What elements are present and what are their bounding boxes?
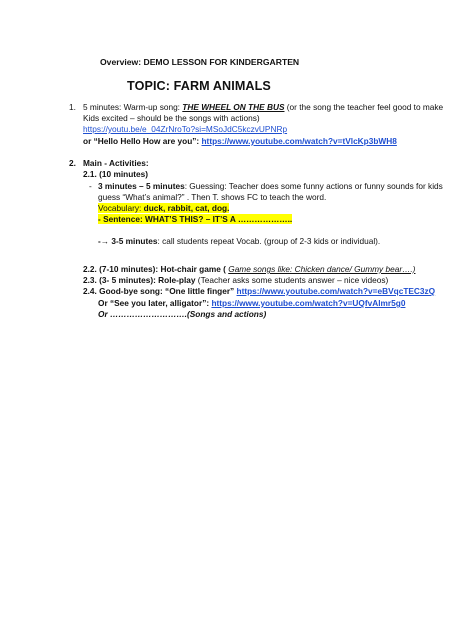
section2-title: Main - Activities:	[83, 158, 149, 168]
arrow-rest: : call students repeat Vocab. (group of 2-3 kids or individual).	[157, 236, 381, 246]
bullet-rest: : Guessing: Teacher does some funny actions or funny sounds for kids	[184, 181, 443, 191]
vocab-words: duck, rabbit, cat, dog.	[143, 203, 230, 213]
overview-heading	[100, 57, 299, 67]
or-see-line	[98, 298, 405, 308]
topic-title: TOPIC: FARM ANIMALS	[127, 79, 271, 93]
overview-label: Overview:	[100, 57, 142, 67]
section1-line3	[83, 124, 287, 134]
section1-intro: 5 minutes: Warm-up song:	[83, 102, 183, 112]
sub3-lead: 2.3. (3- 5 minutes): Role-play	[83, 275, 196, 285]
section2-bullet-line1	[98, 181, 443, 191]
section2-sub4	[83, 286, 435, 296]
section1-rest: (or the song the teacher feel good to make	[284, 102, 444, 112]
section2-number: 2.	[69, 158, 76, 168]
section1-line2: Kids excited – should be the songs with actions)	[83, 113, 260, 123]
vocab-label: Vocabulary:	[98, 203, 144, 213]
section1-line4	[83, 136, 397, 146]
section2-sub3	[83, 275, 388, 285]
arrow-lead: -→ 3-5 minutes	[98, 236, 158, 246]
section1-or-text: or “Hello Hello How are you”:	[83, 136, 202, 146]
section1-line1	[69, 102, 443, 112]
sub3-rest: (Teacher asks some students answer – nice videos)	[195, 275, 389, 285]
section2-heading	[69, 158, 149, 168]
section1-number: 1.	[69, 102, 76, 112]
bullet-lead: 3 minutes – 5 minutes	[98, 181, 185, 191]
or-see-text: Or “See you later, alligator”:	[98, 298, 212, 308]
or-see-link[interactable]: https://www.youtube.com/watch?v=UQfvAlmr5g0	[211, 298, 406, 308]
sub4-lead: 2.4. Good-bye song: “One little finger”	[83, 286, 237, 296]
sub2-lead: 2.2. (7-10 minutes): Hot-chair game (	[83, 264, 229, 274]
section1-song-title: THE WHEEL ON THE BUS	[182, 102, 285, 112]
sub4-link[interactable]: https://www.youtube.com/watch?v=eBVqcTEC3zQ	[236, 286, 436, 296]
section2-sub2	[83, 264, 415, 274]
overview-text: DEMO LESSON FOR KINDERGARTEN	[143, 57, 300, 67]
sentence-text: - Sentence: WHAT’S THIS? – IT’S A ………………..	[98, 214, 293, 224]
section2-sub1-title: 2.1. (10 minutes)	[83, 169, 149, 179]
bullet-dash: -	[89, 181, 92, 191]
sub2-songs: Game songs like: Chicken dance/ Gummy bear….)	[228, 264, 416, 274]
section2-bullet-line2: guess “What’s animal?” . Then T. shows FC to teach the word.	[98, 192, 327, 202]
section1-link1[interactable]: https://youtu.be/e_04ZrNroTo?si=MSoJdC5kczvUPNRp	[83, 124, 288, 134]
section1-link2[interactable]: https://www.youtube.com/watch?v=tVlcKp3bWH8	[201, 136, 397, 146]
or-final-line: Or ……………………….(Songs and actions)	[98, 309, 267, 319]
arrow-line	[98, 236, 380, 246]
sentence-line	[98, 214, 292, 224]
vocabulary-line	[98, 203, 229, 213]
